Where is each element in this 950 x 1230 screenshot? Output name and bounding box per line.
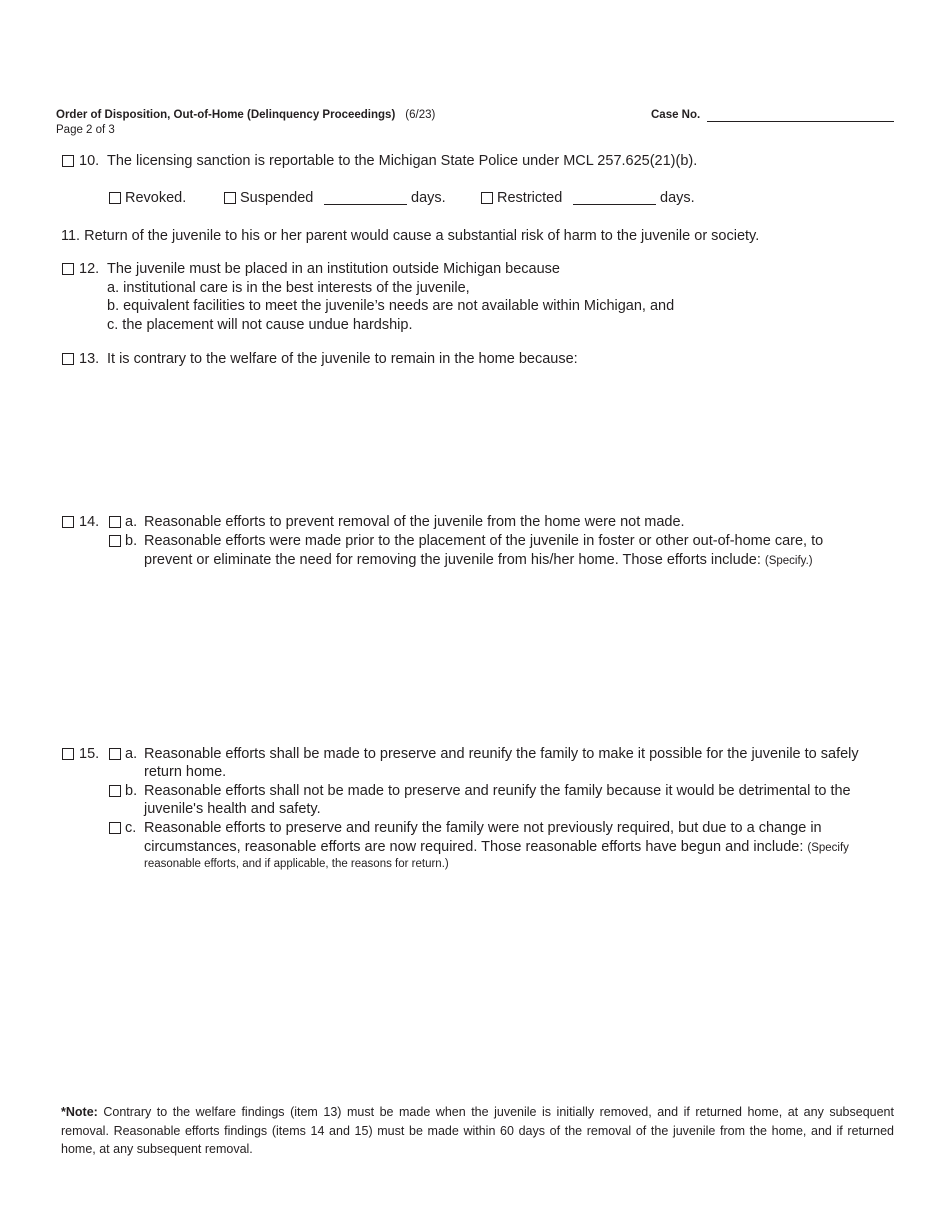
suspended-label: Suspended [240,190,314,206]
footer-note [61,1103,894,1159]
item14b-line1: Reasonable efforts were made prior to the placement of the juvenile in foster or other out-of-home care, to [144,533,824,549]
item12-checkbox[interactable] [62,263,74,275]
restricted-days-label: days. [660,190,695,206]
restricted-days-field[interactable] [573,190,656,205]
form-date: (6/23) [405,109,436,121]
item15c-line3: reasonable efforts, and if applicable, the reasons for return.) [144,858,449,870]
case-no-label: Case No. [651,109,701,121]
item12-number: 12. [79,261,100,277]
item10-text: The licensing sanction is reportable to the Michigan State Police under MCL 257.625(21)(b). [107,153,698,169]
item14b-checkbox[interactable] [109,535,121,547]
item15c-line2: circumstances, reasonable efforts are now required. Those reasonable efforts have begun and include: (Specify [144,839,849,855]
item13-number: 13. [79,351,100,367]
item14a-letter: a. [125,514,138,530]
item12-a: a. institutional care is in the best interests of the juvenile, [107,280,470,296]
item15c-specify: (Specify [807,842,849,854]
page-label: Page 2 of 3 [56,124,115,136]
item15b-letter: b. [125,783,138,799]
note-label: *Note: [61,1105,98,1119]
item12-b: b. equivalent facilities to meet the juvenile’s needs are not available within Michigan, and [107,298,675,314]
item14a-text: Reasonable efforts to prevent removal of the juvenile from the home were not made. [144,514,685,530]
item10-checkbox[interactable] [62,155,74,167]
suspended-days-field[interactable] [324,190,407,205]
form-title: Order of Disposition, Out-of-Home (Delinquency Proceedings) (6/23) [56,109,436,121]
item11-text: 11. Return of the juvenile to his or her parent would cause a substantial risk of harm to the juvenile or society. [61,228,760,244]
revoked-label: Revoked. [125,190,187,206]
item15a-letter: a. [125,746,138,762]
item15-number: 15. [79,746,100,762]
item14-number: 14. [79,514,100,530]
case-no-field[interactable] [707,108,894,122]
item12-c: c. the placement will not cause undue hardship. [107,317,413,333]
restricted-label: Restricted [497,190,563,206]
item15a-line2: return home. [144,764,227,780]
item13-checkbox[interactable] [62,353,74,365]
item13-response-area[interactable] [107,372,894,502]
item14b-specify: (Specify.) [764,555,813,567]
item15c-checkbox[interactable] [109,822,121,834]
item15a-checkbox[interactable] [109,748,121,760]
item14b-line2: prevent or eliminate the need for removing the juvenile from his/her home. Those efforts include: (Specify.) [144,552,813,568]
item15c-line1: Reasonable efforts to preserve and reunify the family were not previously required, but due to a change in [144,820,822,836]
item15c-letter: c. [125,820,137,836]
item15a-line1: Reasonable efforts shall be made to preserve and reunify the family to make it possible for the juvenile to safely [144,746,859,762]
item15b-checkbox[interactable] [109,785,121,797]
note-text: Contrary to the welfare findings (item 13) must be made when the juvenile is initially removed, and if returned home, at any subsequent removal. Reasonable efforts findings (items 14 and 15) must be made within 60 days of the removal of the juvenile from the home, and if returned home, at any subsequent removal. [61,1105,894,1156]
item14b-letter: b. [125,533,138,549]
item14-checkbox[interactable] [62,516,74,528]
item13-text: It is contrary to the welfare of the juvenile to remain in the home because: [107,351,578,367]
item10-number: 10. [79,153,100,169]
restricted-checkbox[interactable] [481,192,493,204]
suspended-checkbox[interactable] [224,192,236,204]
revoked-checkbox[interactable] [109,192,121,204]
suspended-days-label: days. [411,190,446,206]
item14a-checkbox[interactable] [109,516,121,528]
item15-checkbox[interactable] [62,748,74,760]
item14b-response-area[interactable] [144,574,894,734]
item15b-line1: Reasonable efforts shall not be made to preserve and reunify the family because it would be detrimental to the [144,783,851,799]
item15c-response-area[interactable] [144,880,894,1080]
item12-text: The juvenile must be placed in an institution outside Michigan because [107,261,560,277]
item15b-line2: juvenile's health and safety. [144,801,321,817]
